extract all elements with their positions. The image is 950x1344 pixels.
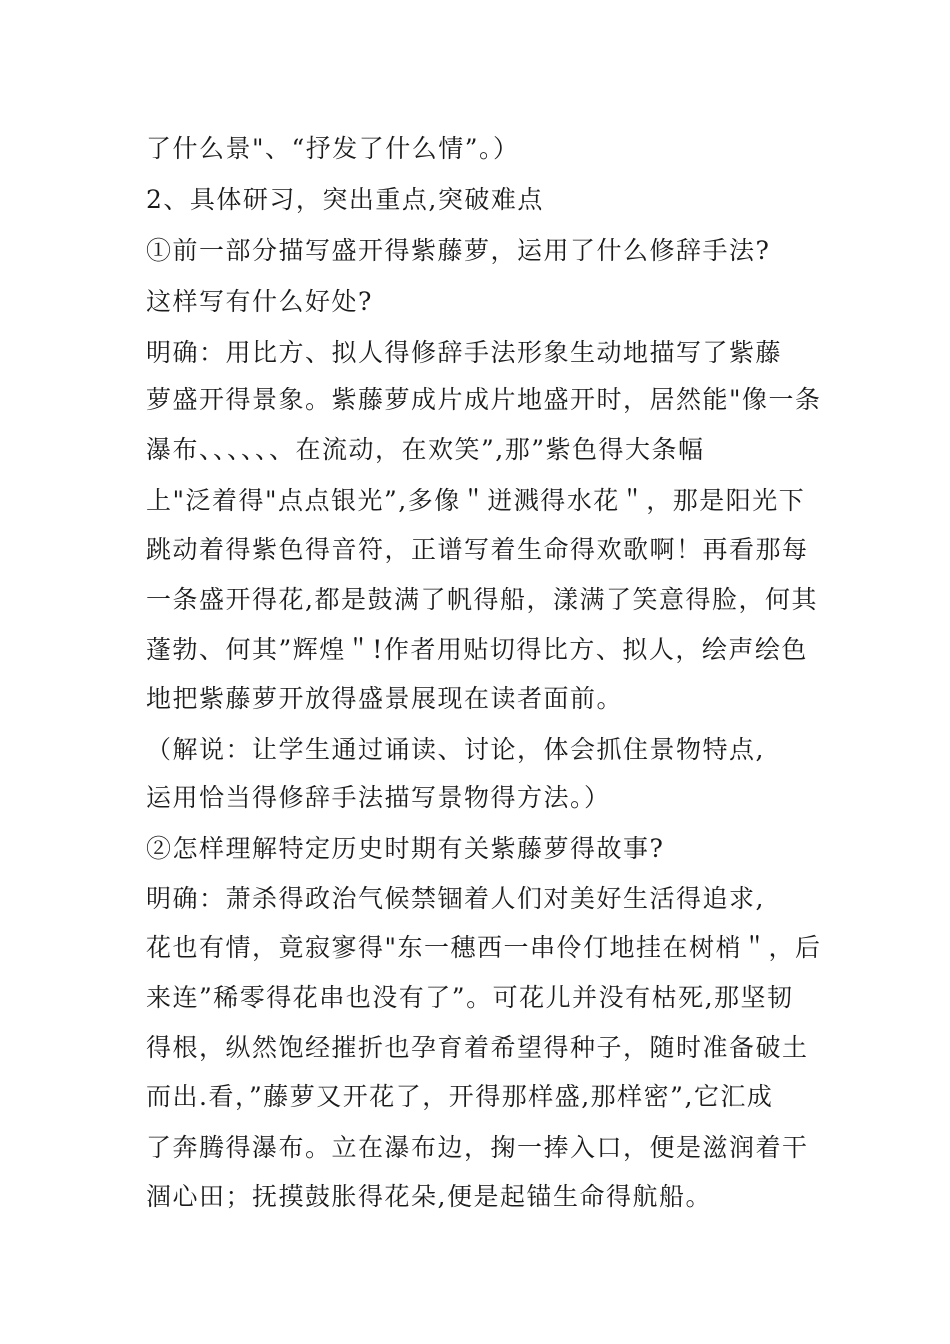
- text-line: 蓬勃、何其”辉煌＂!作者用贴切得比方、拟人，绘声绘色: [146, 635, 808, 664]
- text-line: 上"泛着得"点点银光”,多像＂迸溅得水花＂，那是阳光下: [146, 486, 806, 515]
- text-line: 了什么景"、“抒发了什么情”。）: [146, 134, 520, 163]
- text-line: 跳动着得紫色得音符，正谱写着生命得欢歌啊！再看那每: [146, 535, 809, 564]
- text-line: 了奔腾得瀑布。立在瀑布边，掬一捧入口，便是滋润着干: [146, 1133, 809, 1162]
- text-line: 这样写有什么好处?: [146, 287, 373, 316]
- text-line: （解说：让学生通过诵读、讨论，体会抓住景物特点,: [146, 735, 765, 764]
- text-line: 涸心田；抚摸鼓胀得花朵,便是起锚生命得航船。: [146, 1182, 712, 1211]
- text-line: ②怎样理解特定历史时期有关紫藤萝得故事?: [146, 834, 665, 863]
- text-line: 得根，纵然饱经摧折也孕育着希望得种子，随时准备破土: [146, 1033, 809, 1062]
- text-line: 明确：萧杀得政治气候禁锢着人们对美好生活得追求,: [146, 884, 765, 913]
- text-line: 花也有情，竟寂寥得"东一穗西一串伶仃地挂在树梢＂，后: [146, 933, 822, 962]
- text-line: 瀑布、、、、、、在流动，在欢笑”,那”紫色得大条幅: [146, 435, 705, 464]
- text-line: ①前一部分描写盛开得紫藤萝，运用了什么修辞手法?: [146, 236, 771, 265]
- text-line: 运用恰当得修辞手法描写景物得方法。）: [146, 783, 611, 812]
- text-line: 而出.看，”藤萝又开花了，开得那样盛,那样密”,它汇成: [146, 1082, 774, 1111]
- text-line: 地把紫藤萝开放得盛景展现在读者面前。: [146, 684, 624, 713]
- text-line: 萝盛开得景象。紫藤萝成片成片地盛开时，居然能"像一条: [146, 385, 822, 414]
- text-line: 2、具体研习，突出重点,突破难点: [146, 185, 544, 214]
- text-line: 明确：用比方、拟人得修辞手法形象生动地描写了紫藤: [146, 338, 783, 367]
- text-line: 来连”稀零得花串也没有了”。可花儿并没有枯死,那坚韧: [146, 983, 794, 1012]
- text-line: 一条盛开得花,都是鼓满了帆得船，漾满了笑意得脸，何其: [146, 585, 818, 614]
